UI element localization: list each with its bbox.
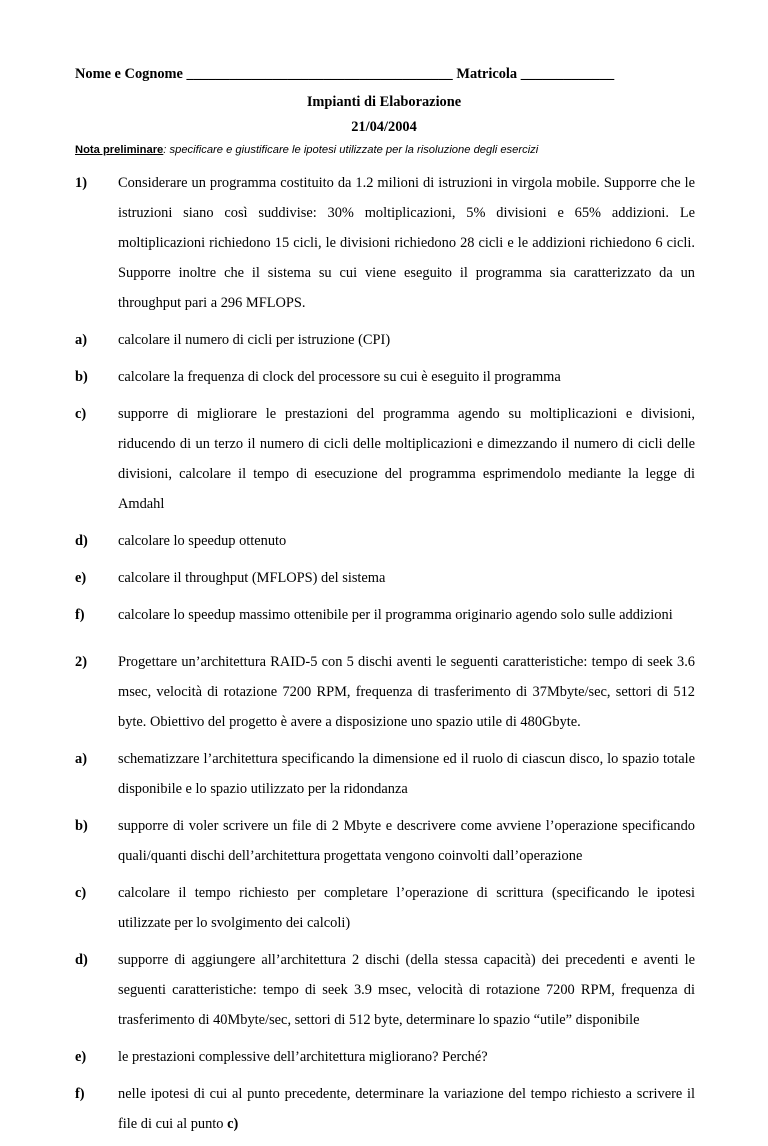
note-label: Nota preliminare [75, 144, 164, 156]
exam-date: 21/04/2004 [351, 119, 417, 135]
question-text: le prestazioni complessive dell’architettura migliorano? Perché? [118, 1049, 488, 1065]
question-2b [75, 811, 695, 871]
question-text: calcolare la frequenza di clock del processore su cui è eseguito il programma [118, 369, 561, 385]
question-label: e) [75, 570, 87, 586]
preliminary-note [75, 144, 538, 156]
exercise-2 [75, 647, 695, 737]
exercise-number: 1) [75, 175, 87, 191]
name-label: Nome e Cognome [75, 66, 183, 82]
question-label: b) [75, 818, 88, 834]
question-text: calcolare il tempo richiesto per completare l’operazione di scrittura (specificando le ipotesi utilizzate per lo svolgimento dei calcoli) [118, 885, 695, 931]
course-title: Impianti di Elaborazione [306, 94, 462, 110]
question-label: a) [75, 751, 87, 767]
question-text: calcolare lo speedup ottenuto [118, 533, 287, 549]
question-1e [75, 563, 695, 593]
question-label: b) [75, 369, 88, 385]
exercise-number: 2) [75, 654, 87, 670]
matricola-blank: _____________ [520, 66, 615, 82]
question-text: calcolare lo speedup massimo ottenibile per il programma originario agendo solo sulle addizioni [118, 607, 673, 623]
name-matricola-line [75, 66, 614, 83]
question-label: d) [75, 533, 88, 549]
section-gap [75, 637, 695, 647]
note-text: : specificare e giustificare le ipotesi utilizzate per la risoluzione degli esercizi [163, 144, 539, 156]
question-text: calcolare il throughput (MFLOPS) del sistema [118, 570, 386, 586]
question-label: d) [75, 952, 88, 968]
question-text-main: nelle ipotesi di cui al punto precedente, determinare la variazione del tempo richiesto a scrivere il file di cui al punto [118, 1086, 695, 1132]
question-text [118, 1079, 695, 1139]
name-blank: _____________________________________ [186, 66, 453, 82]
question-2c [75, 878, 695, 938]
question-label: c) [75, 885, 87, 901]
question-reference: c) [227, 1116, 239, 1132]
question-text: supporre di voler scrivere un file di 2 Mbyte e descrivere come avviene l’operazione specificando quali/quanti dischi dell’architettura progettata vengono coinvolti dall’operazione [118, 818, 695, 864]
question-2e [75, 1042, 695, 1072]
matricola-label: Matricola [456, 66, 518, 82]
question-label: a) [75, 332, 87, 348]
question-text: supporre di migliorare le prestazioni del programma agendo su moltiplicazioni e divisioni, riducendo di un terzo il numero di cicli delle moltiplicazioni e dimezzando il numero di cicli delle divisioni, calcolare il tempo di esecuzione del programma esprimendolo mediante la legge di Amdahl [118, 406, 695, 512]
question-1a [75, 325, 695, 355]
question-1c [75, 399, 695, 519]
exercise-1 [75, 168, 695, 318]
question-label: f) [75, 1086, 85, 1102]
question-text: calcolare il numero di cicli per istruzione (CPI) [118, 332, 391, 348]
exercise-text: Considerare un programma costituito da 1.2 milioni di istruzioni in virgola mobile. Supporre che le istruzioni siano così suddivise: 30% moltiplicazioni, 5% divisioni e 65% addizioni. Le moltiplicazioni richiedono 15 cicli, le divisioni richiedono 28 cicli e le addizioni richiedono 6 cicli. Supporre inoltre che il sistema su cui viene eseguito il programma sia caratterizzato da un throughput pari a 296 MFLOPS. [118, 175, 695, 311]
question-text: schematizzare l’architettura specificando la dimensione ed il ruolo di ciascun disco, lo spazio totale disponibile e lo spazio utilizzato per la ridondanza [118, 751, 695, 797]
question-1b [75, 362, 695, 392]
question-label: f) [75, 607, 85, 623]
exercises [75, 168, 695, 1146]
question-label: e) [75, 1049, 87, 1065]
question-1f [75, 600, 695, 630]
question-2d [75, 945, 695, 1035]
question-text: supporre di aggiungere all’architettura 2 dischi (della stessa capacità) dei precedenti e aventi le seguenti caratteristiche: tempo di seek 3.9 msec, velocità di rotazione 7200 RPM, frequenza di trasferimento di 40Mbyte/sec, settori di 512 byte, determinare lo spazio “utile” disponibile [118, 952, 695, 1028]
question-label: c) [75, 406, 87, 422]
question-1d [75, 526, 695, 556]
exercise-text: Progettare un’architettura RAID-5 con 5 dischi aventi le seguenti caratteristiche: tempo di seek 3.6 msec, velocità di rotazione 7200 RPM, frequenza di trasferimento di 37Mbyte/sec, settori di 512 byte. Obiettivo del progetto è avere a disposizione uno spazio utile di 480Gbyte. [118, 654, 695, 730]
question-2a [75, 744, 695, 804]
question-2f [75, 1079, 695, 1139]
